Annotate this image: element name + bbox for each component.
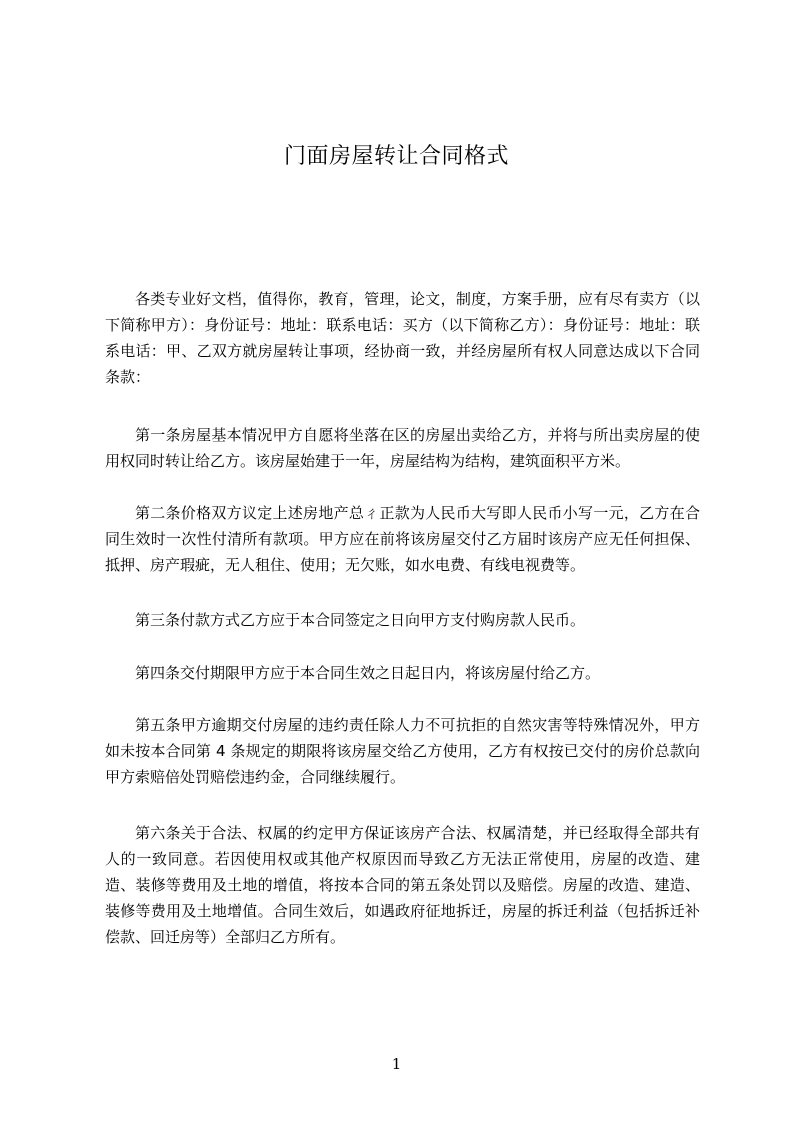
article-1-paragraph: 第一条房屋基本情况甲方自愿将坐落在区的房屋出卖给乙方，并将与所出卖房屋的使用权同时转让给乙方。该房屋始建于一年，房屋结构为结构，建筑面积平方米。 (105, 426, 700, 470)
article-4-paragraph: 第四条交付期限甲方应于本合同生效之日起日内，将该房屋付给乙方。 (135, 664, 601, 682)
article-6-paragraph: 第六条关于合法、权属的约定甲方保证该房产合法、权属清楚，并已经取得全部共有人的一致同意。若因使用权或其他产权原因而导致乙方无法正常使用，房屋的改造、建造、装修等费用及土地的增值，将按本合同的第五条处罚以及赔偿。房屋的改造、建造、装修等费用及土地增值。合同生效后，如遇政府征地拆迁，房屋的拆迁利益（包括拆迁补偿款、回迁房等）全部归乙方所有。 (105, 824, 700, 946)
article-3-paragraph: 第三条付款方式乙方应于本合同签定之日向甲方支付购房款人民币。 (135, 611, 586, 629)
article-5-paragraph: 第五条甲方逾期交付房屋的违约责任除人力不可抗拒的自然灾害等特殊情况外，甲方如未按本合同第 4 条规定的期限将该房屋交给乙方使用，乙方有权按已交付的房价总款向甲方索赔倍处罚赔偿违约金，合同继续履行。 (105, 716, 700, 786)
preamble-paragraph: 各类专业好文档，值得你，教育，管理，论文，制度，方案手册，应有尽有卖方（以下简称甲方）：身份证号：地址：联系电话：买方（以下简称乙方）：身份证号：地址：联系电话：甲、乙双方就房屋转让事项，经协商一致，并经房屋所有权人同意达成以下合同条款： (105, 290, 700, 386)
article-2-paragraph: 第二条价格双方议定上述房地产总ㄔ正款为人民币大写即人民币小写一元，乙方在合同生效时一次性付清所有款项。甲方应在前将该房屋交付乙方届时该房产应无任何担保、抵押、房产瑕疵，无人租住、使用；无欠账，如水电费、有线电视费等。 (105, 504, 700, 574)
document-title: 门面房屋转让合同格式 (283, 144, 509, 169)
page-number: 1 (391, 1055, 402, 1073)
